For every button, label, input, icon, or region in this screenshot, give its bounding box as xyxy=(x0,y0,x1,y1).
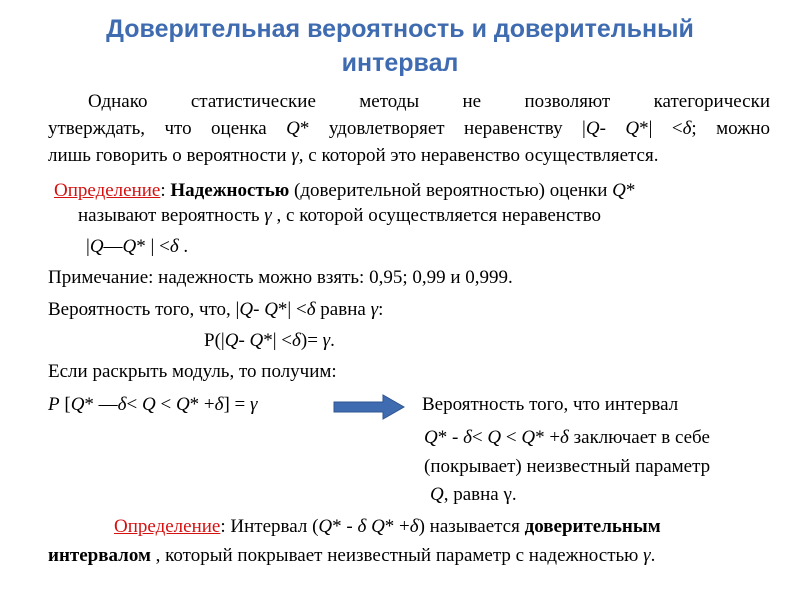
definition-1-line-1: Определение: Надежностью (доверительной вероятностью) оценки Q* xyxy=(54,180,636,201)
definition-2-line-1: Определение: Интервал (Q* - δ Q* +δ) называется доверительным xyxy=(114,516,661,537)
right-text-line-1: Вероятность того, что интервал xyxy=(422,394,679,415)
title-line-1: Доверительная вероятность и доверительный xyxy=(106,15,694,43)
page-title xyxy=(40,12,760,80)
interval-equation: P [Q* —δ< Q < Q* +δ] = γ xyxy=(48,394,258,415)
definition-label: Определение xyxy=(54,180,161,201)
definition-2-line-2: интервалом , который покрывает неизвестный параметр с надежностью γ. xyxy=(48,545,656,566)
title-line-2: интервал xyxy=(341,49,459,77)
paragraph-1-line-2: утверждать, что оценка Q* удовлетворяет неравенству |Q- Q*| <δ; можно xyxy=(48,118,770,139)
note-line: Примечание: надежность можно взять: 0,95; 0,99 и 0,999. xyxy=(48,267,513,288)
probability-formula: P(|Q- Q*| <δ)= γ. xyxy=(204,330,335,351)
definition-1-inequality: |Q—Q* | <δ . xyxy=(86,236,189,257)
definition-label: Определение xyxy=(114,516,221,537)
right-text-line-3: (покрывает) неизвестный параметр xyxy=(424,456,711,477)
probability-line: Вероятность того, что, |Q- Q*| <δ равна γ: xyxy=(48,299,384,320)
definition-1-line-2: называют вероятность γ , с которой осуществляется неравенство xyxy=(78,205,602,226)
expand-line: Если раскрыть модуль, то получим: xyxy=(48,361,337,382)
paragraph-1-line-3: лишь говорить о вероятности γ, с которой это неравенство осуществляется. xyxy=(48,145,659,166)
right-arrow-icon xyxy=(333,394,405,420)
right-text-line-4: Q, равна γ. xyxy=(430,484,517,505)
paragraph-1-line-1: Однако статистические методы не позволяют категорически xyxy=(88,91,770,112)
right-text-line-2: Q* - δ< Q < Q* +δ заключает в себе xyxy=(424,427,710,448)
